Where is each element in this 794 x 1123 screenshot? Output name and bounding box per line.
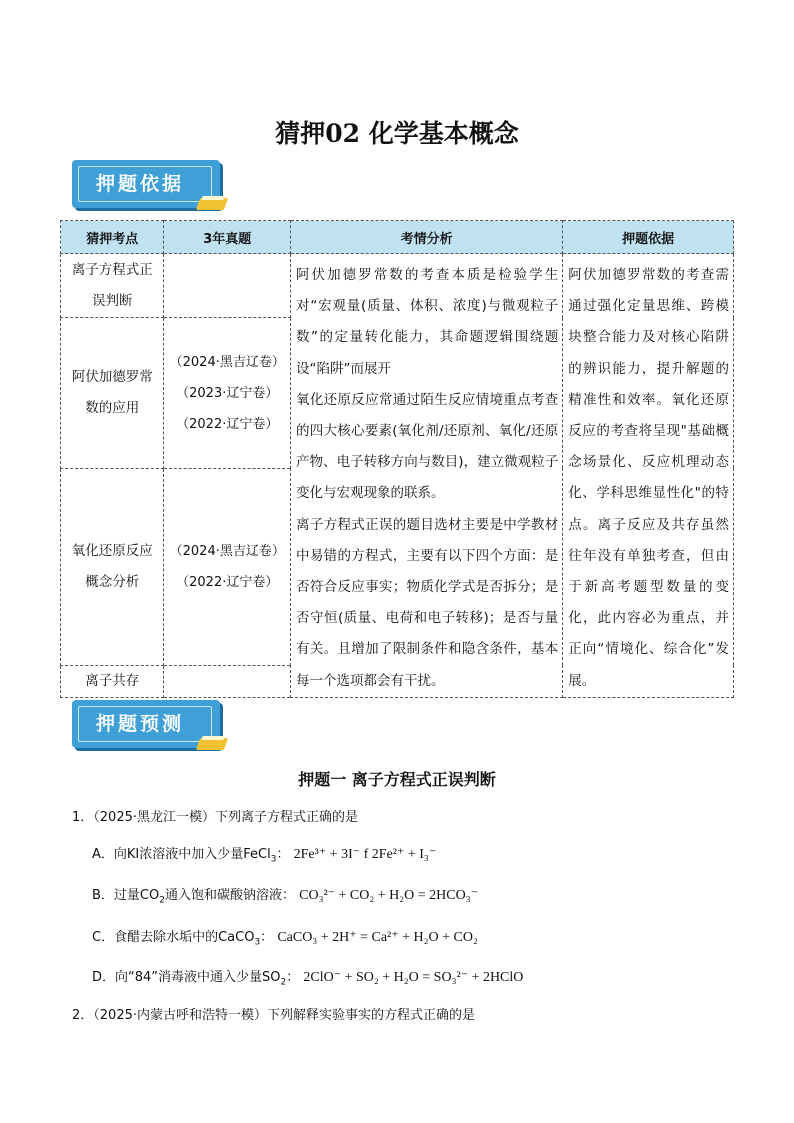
page-title: 猜押02 化学基本概念 (275, 119, 519, 148)
point-2: 阿伏加德罗常数的应用 (61, 318, 164, 469)
option-d-equation: 2ClO⁻ + SO₂ + H₂O = SO₃²⁻ + 2HClO (303, 970, 524, 985)
point-4: 离子共存 (61, 665, 164, 697)
option-b: B．过量$CO_2$通入饱和碳酸钠溶液： CO₃²⁻ + CO₂ + H₂O = 2HCO₃⁻ (92, 888, 478, 906)
header-basis: 押题依据 (563, 221, 734, 254)
analysis-3: 离子方程式正误的题目选材主要是中学教材中易错的方程式，主要有以下四个方面：是否符合反应事实；物质化学式是否拆分；是否守恒(质量、电荷和电子转移)；是否与量有关。且增加了限制条件和隐含条件，基本每一个选项都会有干扰。 (296, 516, 559, 689)
option-c-equation: CaCO₃ + 2H⁺ = Ca²⁺ + H₂O + CO₂ (277, 930, 478, 945)
table-header-row (61, 221, 734, 254)
header-point: 猜押考点 (61, 221, 164, 254)
basis-table (60, 220, 734, 698)
option-a: A．向KI浓溶液中加入少量FeCl$_3$： 2Fe³⁺ + 3I⁻ f 2Fe²⁺ + I₃⁻ (92, 847, 437, 865)
years-2: （2024·黑吉辽卷） （2023·辽宁卷） （2022·辽宁卷） (164, 318, 291, 469)
basis-cell: 阿伏加德罗常数的考查需通过强化定量思维、跨模块整合能力及对核心陷阱的辨识能力，提升解题的精准性和效率。氧化还原反应的考查将呈现"基础概念场景化、反应机理动态化、学科思维显性化"的特点。离子反应及共存虽然往年没有单独考查，但由于新高考题型数量的变化，此内容必为重点，并正向“情境化、综合化”发展。 (563, 254, 734, 698)
analysis-cell (291, 254, 563, 698)
option-c: C．食醋去除水垢中的CaCO$_3$： CaCO₃ + 2H⁺ = Ca²⁺ + H₂O + CO₂ (92, 930, 478, 948)
banner-basis (72, 160, 224, 212)
header-analysis: 考情分析 (291, 221, 563, 254)
option-d: D．向“84”消毒液中通入少量$SO_2$： 2ClO⁻ + SO₂ + H₂O = SO₃²⁻ + 2HClO (92, 970, 524, 988)
header-years: 3年真题 (164, 221, 291, 254)
option-a-equation: 2Fe³⁺ + 3I⁻ f 2Fe²⁺ + I₃⁻ (293, 847, 437, 862)
question-1: 1．（2025·黑龙江一模）下列离子方程式正确的是 (72, 810, 358, 825)
analysis-1: 阿伏加德罗常数的考查本质是检验学生对“宏观量(质量、体积、浓度)与微观粒子数”的定量转化能力，其命题逻辑围绕题设“陷阱”而展开 (296, 267, 559, 377)
table-row (61, 254, 734, 318)
question-2: 2．（2025·内蒙古呼和浩特一模）下列解释实验事实的方程式正确的是 (72, 1008, 475, 1023)
banner-predict (72, 700, 224, 752)
point-3: 氧化还原反应概念分析 (61, 468, 164, 665)
point-1: 离子方程式正误判断 (61, 254, 164, 318)
section-title: 押题一 离子方程式正误判断 (298, 770, 496, 789)
banner-predict-label: 押题预测 (95, 713, 184, 735)
years-3: （2024·黑吉辽卷） （2022·辽宁卷） (164, 468, 291, 665)
banner-basis-label: 押题依据 (95, 173, 184, 195)
analysis-2: 氧化还原反应常通过陌生反应情境重点考查的四大核心要素(氧化剂/还原剂、氧化/还原产物、电子转移方向与数目)，建立微观粒子变化与宏观现象的联系。 (296, 391, 559, 502)
option-b-equation: CO₃²⁻ + CO₂ + H₂O = 2HCO₃⁻ (299, 888, 478, 903)
